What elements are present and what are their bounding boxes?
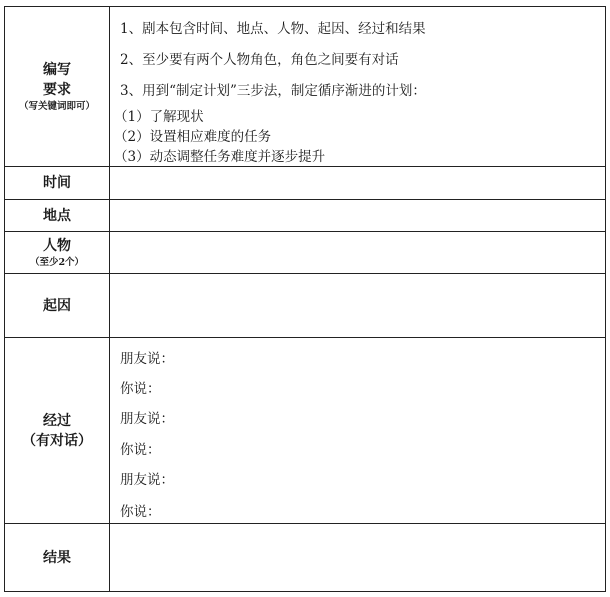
process-label-line1: 经过 [43,412,71,429]
people-input-cell[interactable] [110,232,605,273]
dialogue-line-friend-3: 朋友说： [120,472,174,488]
requirements-row [5,7,605,167]
result-label: 结果 [43,549,71,566]
requirement-item-3: 3、用到“制定计划”三步法，制定循序渐进的计划： [120,83,426,99]
dialogue-line-friend-1: 朋友说： [120,351,174,367]
cause-label-cell [5,274,110,337]
process-label-cell [5,338,110,523]
cause-label: 起因 [43,297,71,314]
dialogue-line-you-2: 你说： [120,442,161,458]
result-label-cell [5,524,110,591]
place-label: 地点 [43,207,71,224]
place-row [5,200,605,232]
people-label-cell [5,232,110,273]
result-input-cell[interactable] [110,524,605,591]
time-input-cell[interactable] [110,167,605,199]
requirements-label-note: （写关键词即可） [18,100,95,112]
place-label-cell [5,200,110,231]
dialogue-line-you-1: 你说： [120,381,161,397]
time-label: 时间 [43,175,71,191]
time-row [5,167,605,200]
requirement-sub-item-2: （2）设置相应难度的任务 [114,129,272,145]
requirements-label-line1: 编写 [43,61,71,78]
people-label: 人物 [43,237,71,254]
requirement-sub-item-3: （3）动态调整任务难度并逐步提升 [114,149,326,165]
time-label-cell [5,167,110,199]
dialogue-line-friend-2: 朋友说： [120,411,174,427]
people-row [5,232,605,274]
script-worksheet-table [4,6,606,592]
requirement-item-2: 2、至少要有两个人物角色，角色之间要有对话 [120,52,399,68]
requirement-item-1: 1、剧本包含时间、地点、人物、起因、经过和结果 [120,21,426,37]
requirements-label-cell [5,7,110,166]
people-label-note: （至少2个） [29,256,85,268]
process-row [5,338,605,524]
cause-input-cell[interactable] [110,274,605,337]
requirements-label-line2: 要求 [43,81,71,98]
process-label-line2: （有对话） [22,432,92,449]
requirement-sub-item-1: （1）了解现状 [114,109,204,125]
place-input-cell[interactable] [110,200,605,231]
dialogue-line-you-3: 你说： [120,504,161,520]
process-dialogue-cell[interactable] [110,338,605,523]
requirements-content-cell [110,7,605,166]
cause-row [5,274,605,338]
result-row [5,524,605,591]
